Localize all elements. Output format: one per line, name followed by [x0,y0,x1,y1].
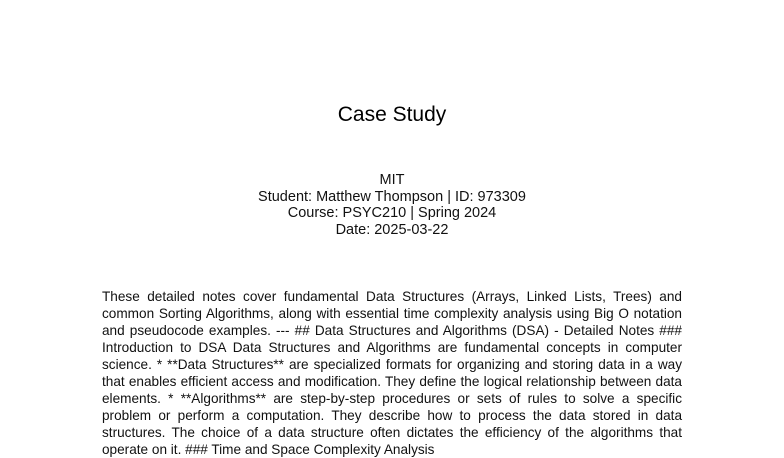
student-line: Student: Matthew Thompson | ID: 973309 [258,188,526,205]
document-title: Case Study [337,103,447,126]
institution-line: MIT [379,172,405,188]
course-line: Course: PSYC210 | Spring 2024 [287,205,497,221]
date-line: Date: 2025-03-22 [335,221,449,238]
document-meta [0,172,784,238]
document-body: These detailed notes cover fundamental Data Structures (Arrays, Linked Lists, Trees) and common Sorting Algorithms, along with essential time complexity analysis using Big O notation and pseudocode examples. --- ## Data Structures and Algorithms (DSA) - Detailed Notes ### Introduction to DSA Data Structures and Algorithms are fundamental concepts in computer science. * **Data Structures** are specialized formats for organizing and storing data in a way that enables efficient access and modification. They define the logical relationship between data elements. * **Algorithms** are step-by-step procedures or sets of rules to solve a specific problem or perform a computation. They describe how to process the data stored in data structures. The choice of a data structure often dictates the efficiency of the algorithms that operate on it. ### Time and Space Complexity Analysis [102,289,682,457]
